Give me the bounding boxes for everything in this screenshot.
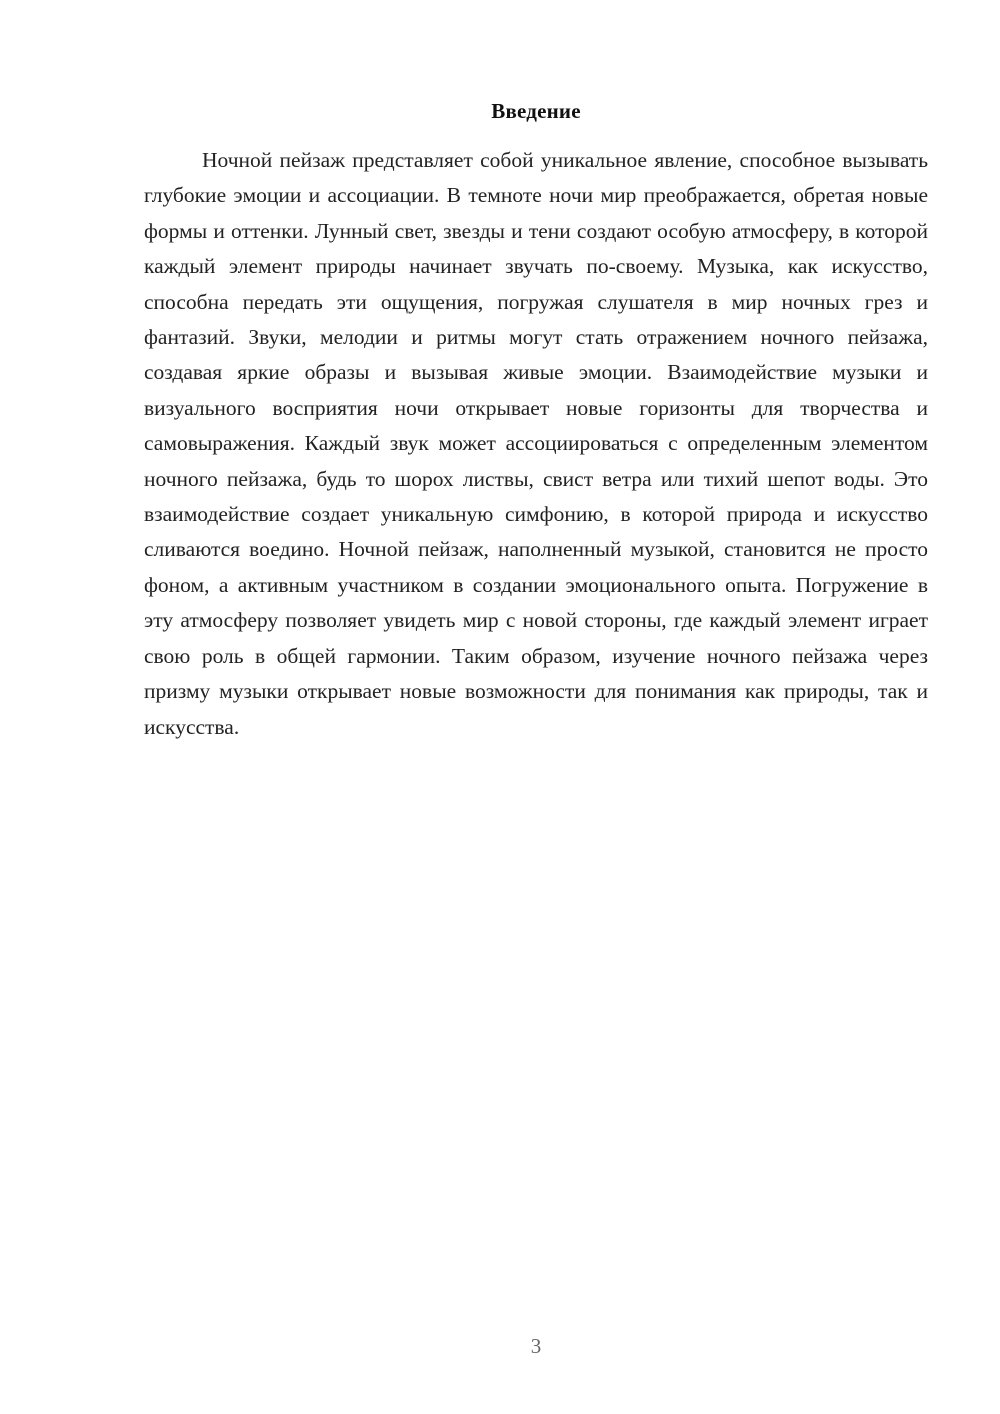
section-heading	[0, 97, 1000, 125]
body-paragraph: Ночной пейзаж представляет собой уникальное явление, способное вызывать глубокие эмоции и ассоциации. В темноте ночи мир преображается, обретая новые формы и оттенки. Лунный свет, звезды и тени создают особую атмосферу, в которой каждый элемент природы начинает звучать по-своему. Музыка, как искусство, способна передать эти ощущения, погружая слушателя в мир ночных грез и фантазий. Звуки, мелодии и ритмы могут стать отражением ночного пейзажа, создавая яркие образы и вызывая живые эмоции. Взаимодействие музыки и визуального восприятия ночи открывает новые горизонты для творчества и самовыражения. Каждый звук может ассоциироваться с определенным элементом ночного пейзажа, будь то шорох листвы, свист ветра или тихий шепот воды. Это взаимодействие создает уникальную симфонию, в которой природа и искусство сливаются воедино. Ночной пейзаж, наполненный музыкой, становится не просто фоном, а активным участником в создании эмоционального опыта. Погружение в эту атмосферу позволяет увидеть мир с новой стороны, где каждый элемент играет свою роль в общей гармонии. Таким образом, изучение ночного пейзажа через призму музыки открывает новые возможности для понимания как природы, так и искусства.	[144, 148, 928, 739]
page-number-text: 3	[530, 1334, 542, 1358]
page-number	[0, 1334, 1000, 1358]
section-heading-text: Введение	[491, 99, 581, 123]
